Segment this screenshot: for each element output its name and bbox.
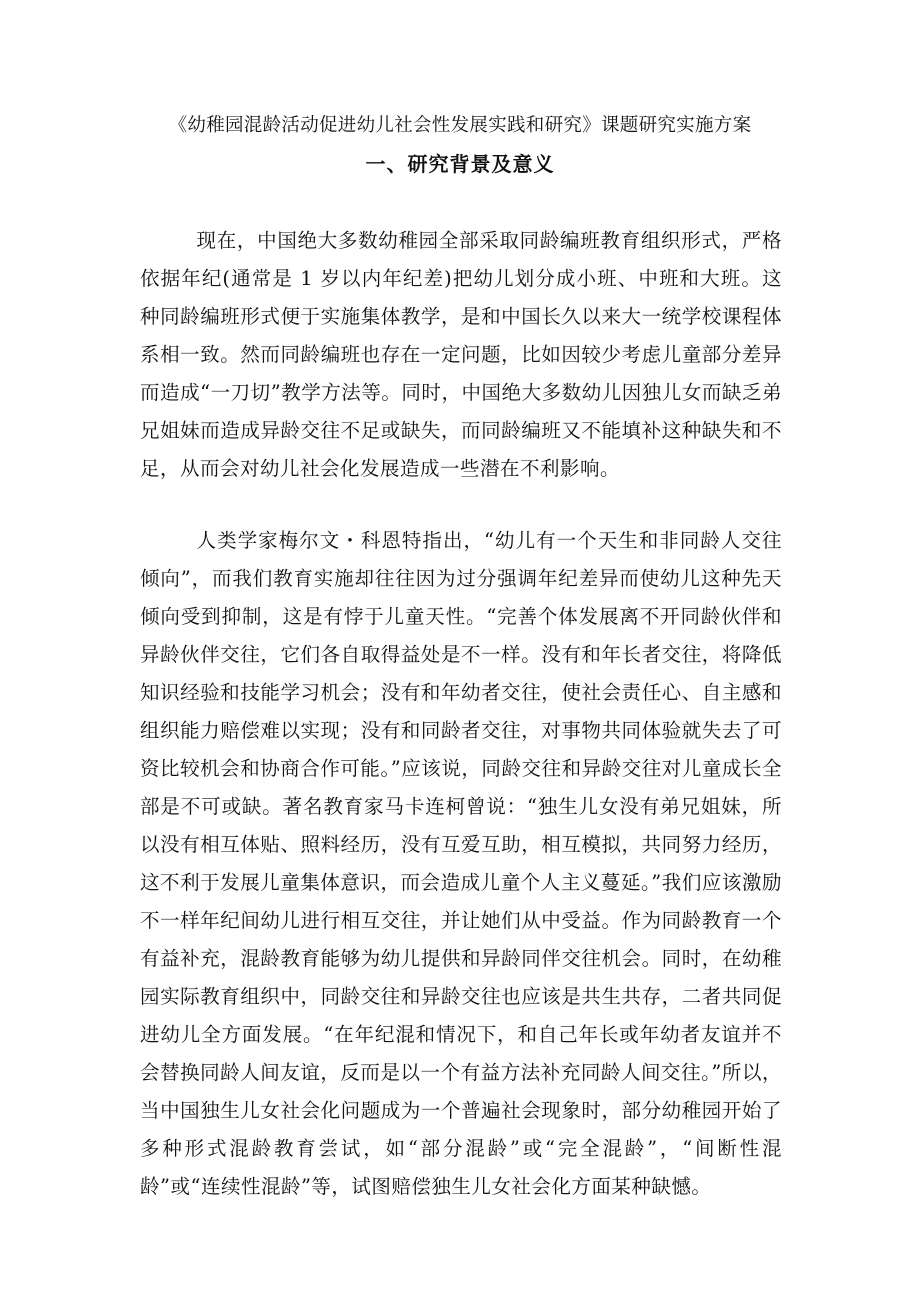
body-paragraph: 人类学家梅尔文・科恩特指出，“幼儿有一个天生和非同龄人交往倾向”，而我们教育实施却往往因为过分强调年纪差异而使幼儿这种先天倾向受到抑制，这是有悖于儿童天性。“完善个体发展离不开同龄伙伴和异龄伙伴交往，它们各自取得益处是不一样。没有和年长者交往，将降低知识经验和技能学习机会；没有和年幼者交往，使社会责任心、自主感和组织能力赔偿难以实现；没有和同龄者交往，对事物共同体验就失去了可资比较机会和协商合作可能。”应该说，同龄交往和异龄交往对儿童成长全部是不可或缺。著名教育家马卡连柯曾说：“独生儿女没有弟兄姐妹，所以没有相互体贴、照料经历，没有互爱互助，相互模拟，共同努力经历，这不利于发展儿童集体意识，而会造成儿童个人主义蔓延。”我们应该激励不一样年纪间幼儿进行相互交往，并让她们从中受益。作为同龄教育一个有益补充，混龄教育能够为幼儿提供和异龄同伴交往机会。同时，在幼稚园实际教育组织中，同龄交往和异龄交往也应该是共生共存，二者共同促进幼儿全方面发展。“在年纪混和情况下，和自己年长或年幼者友谊并不会替换同龄人间友谊，反而是以一个有益方法补充同龄人间交往。”所以，当中国独生儿女社会化问题成为一个普遍社会现象时，部分幼稚园开始了多种形式混龄教育尝试，如“部分混龄”或“完全混龄”，“间断性混龄”或“连续性混龄”等，试图赔偿独生儿女社会化方面某种缺憾。 [140, 529, 782, 1198]
document-title: 《幼稚园混龄活动促进幼儿社会性发展实践和研究》课题研究实施方案 [168, 115, 752, 136]
body-paragraph: 现在，中国绝大多数幼稚园全部采取同龄编班教育组织形式，严格依据年纪(通常是 1 岁以内年纪差)把幼儿划分成小班、中班和大班。这种同龄编班形式便于实施集体教学，是和中国长久以来大一统学校课程体系相一致。然而同龄编班也存在一定问题，比如因较少考虑儿童部分差异而造成“一刀切”教学方法等。同时，中国绝大多数幼儿因独儿女而缺乏弟兄姐妹而造成异龄交往不足或缺失，而同龄编班又不能填补这种缺失和不足，从而会对幼儿社会化发展造成一些潜在不利影响。 [140, 229, 782, 480]
section-heading: 一、研究背景及意义 [365, 152, 555, 176]
